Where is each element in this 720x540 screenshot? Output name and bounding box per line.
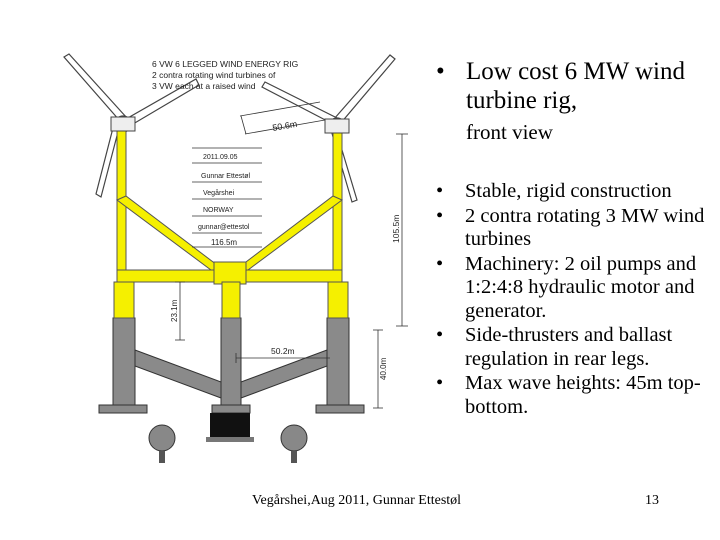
right-nacelle [325, 119, 349, 133]
bullet-item [436, 253, 716, 324]
right-rotor-blade-left [262, 82, 337, 124]
center-upper-leg [222, 282, 240, 318]
diagram-heading-line-1: 6 VW 6 LEGGED WIND ENERGY RIG [152, 59, 299, 69]
generator-block [210, 413, 250, 437]
title-block-email: gunnar@ettestol [198, 224, 250, 231]
title-block-date: 2011.09.05 [203, 154, 238, 161]
machinery-housing [214, 262, 246, 284]
left-upper-leg [114, 282, 134, 318]
generator-base [206, 437, 254, 442]
left-rotor-blade-lower [96, 124, 119, 197]
center-leg [221, 318, 241, 410]
title-bullet: • [436, 58, 445, 85]
left-leg-foot [99, 405, 147, 413]
overall-height-label: 105.5m [391, 214, 401, 243]
title-block-country: NORWAY [203, 207, 234, 214]
right-leg [327, 318, 349, 410]
left-leg [113, 318, 135, 410]
leg-depth-label: 40.0m [379, 357, 388, 380]
bullet-marker: • [436, 324, 444, 346]
left-lower-brace [135, 350, 221, 398]
diagram-heading-line-3: 3 VW each at a raised wind [152, 81, 256, 91]
title-block-span: 116.5m [211, 238, 238, 247]
lower-span-label: 50.2m [271, 346, 295, 356]
title-block-author: Gunnar Ettestøl [201, 173, 251, 180]
diagram-heading-line-2: 2 contra rotating wind turbines of [152, 70, 276, 80]
bullet-text: Side-thrusters and ballast regulation in rear legs. [465, 324, 673, 370]
right-rotor-blade-upper [334, 55, 395, 124]
bullet-item [436, 372, 716, 419]
rotor-spacing-label: 50.6m [271, 118, 298, 133]
slide-footer: Vegårshei,Aug 2011, Gunnar Ettestøl [252, 493, 462, 508]
bullet-text: Stable, rigid construction [465, 180, 672, 202]
slide-subtitle: front view [466, 120, 553, 144]
deck-height-label: 23.1m [170, 299, 179, 322]
title-block-place: Vegårshei [203, 190, 235, 197]
bullet-text: Max wave heights: 45m top-bottom. [465, 372, 701, 418]
bullet-item [436, 205, 716, 252]
bullet-marker: • [436, 252, 444, 275]
right-upper-leg [328, 282, 348, 318]
bullet-text: 2 contra rotating 3 MW wind turbines [465, 204, 705, 250]
feature-bullet-list [436, 180, 716, 420]
bullet-item [436, 180, 716, 204]
center-leg-foot [212, 405, 250, 413]
right-leg-foot [316, 405, 364, 413]
page-number: 13 [645, 493, 659, 508]
bullet-marker: • [436, 204, 444, 227]
right-diagonal-strut [238, 196, 342, 273]
bullet-marker: • [436, 180, 444, 202]
title-text: Low cost 6 MW wind turbine rig, [466, 58, 685, 114]
right-thruster-pod [281, 425, 307, 463]
bullet-text: Machinery: 2 oil pumps and 1:2:4:8 hydraulic motor and generator. [465, 252, 697, 322]
left-rotor-blade-upper [64, 54, 127, 121]
left-nacelle [111, 117, 135, 131]
title-block [192, 148, 262, 247]
bullet-item [436, 324, 716, 371]
lower-legs [99, 318, 364, 413]
right-lower-brace [241, 350, 327, 398]
left-thruster-pod [149, 425, 175, 463]
bullet-marker: • [436, 372, 444, 394]
